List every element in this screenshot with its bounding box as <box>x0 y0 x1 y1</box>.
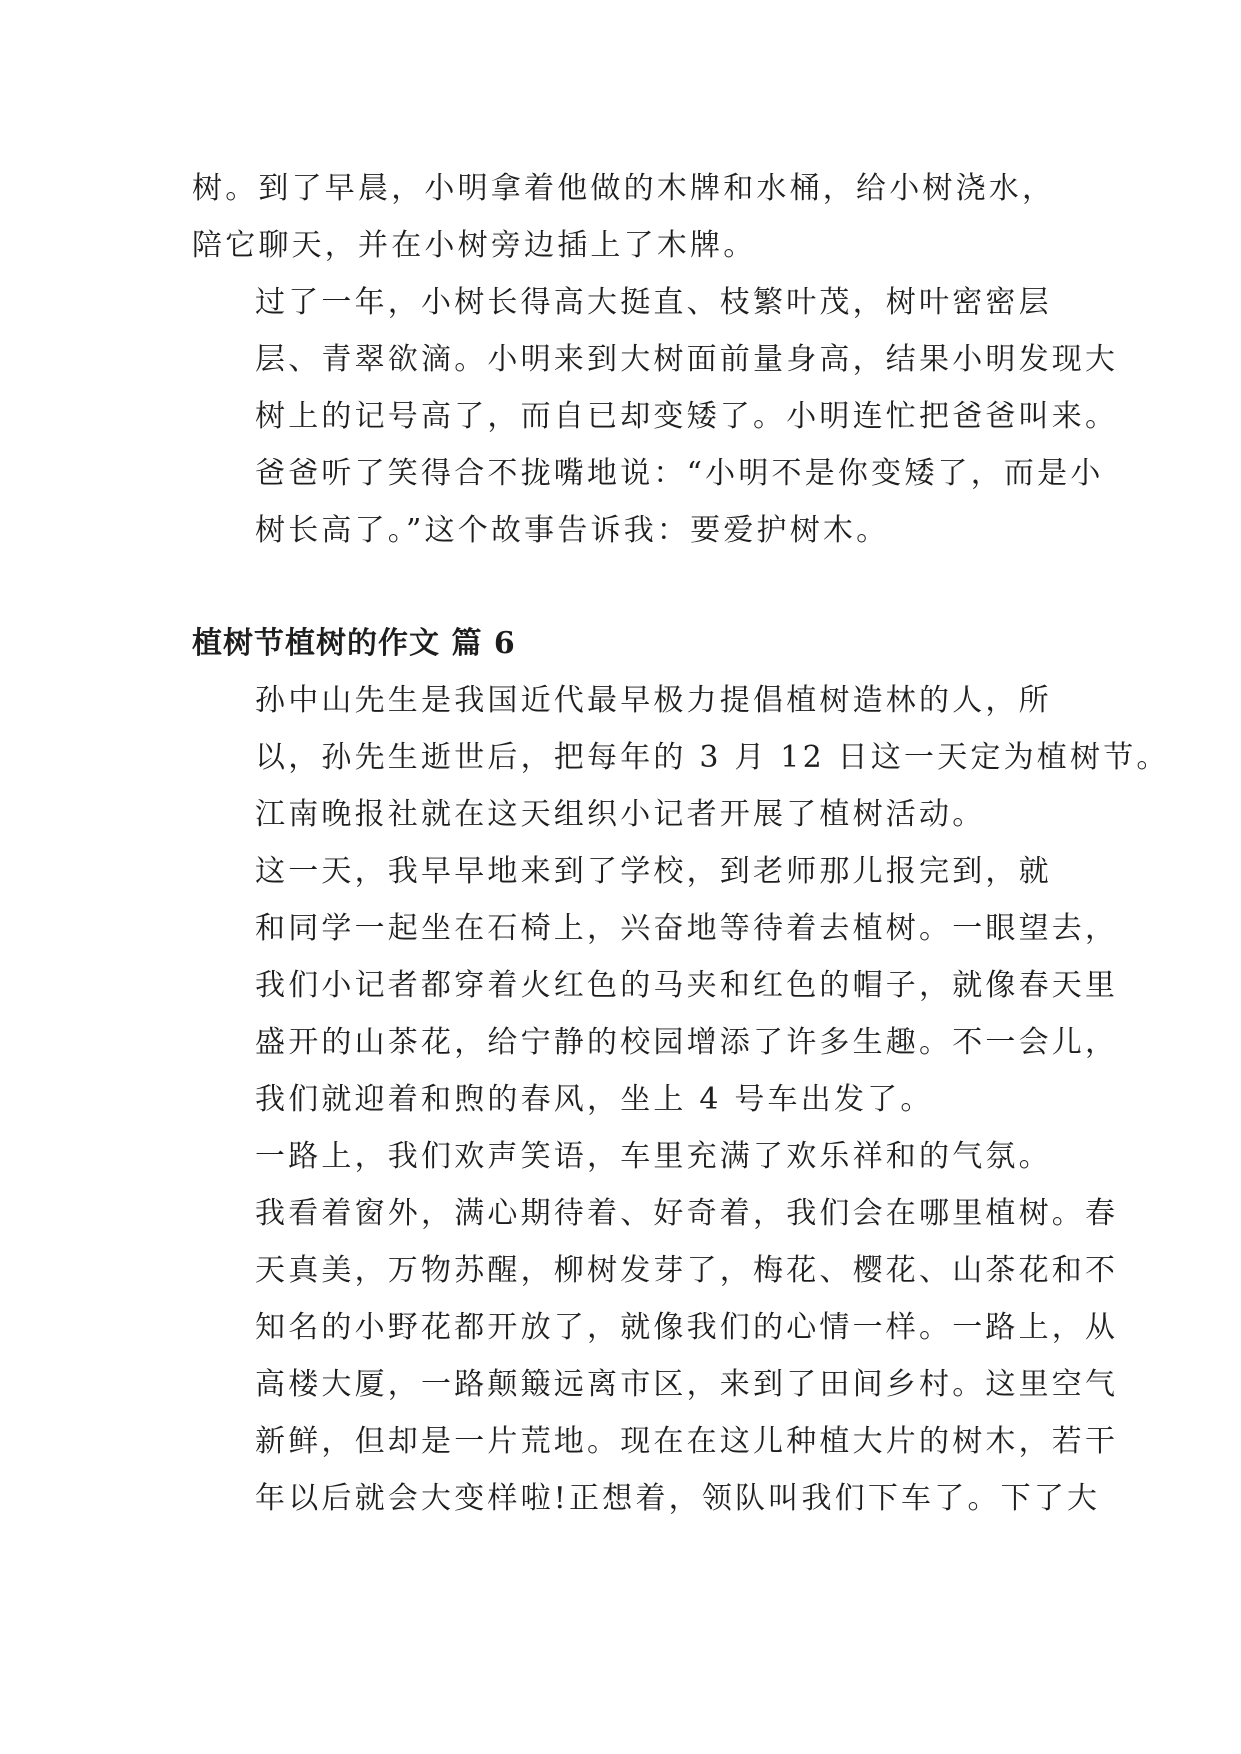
text-line: 我们就迎着和煦的春风，坐上 4 号车出发了。 <box>255 1082 934 1117</box>
text-line: 这一天，我早早地来到了学校，到老师那儿报完到，就 <box>255 854 1052 889</box>
section-heading: 植树节植树的作文 篇 6 <box>192 626 516 661</box>
paragraph <box>192 160 1056 274</box>
text-line: 我们小记者都穿着火红色的马夹和红色的帽子，就像春天里 <box>255 968 1119 1003</box>
text-line: 过了一年，小树长得高大挺直、枝繁叶茂，树叶密密层 <box>255 285 1052 320</box>
text-line: 树长高了。”这个故事告诉我：要爱护树木。 <box>255 513 890 548</box>
text-line: 知名的小野花都开放了，就像我们的心情一样。一路上，从 <box>255 1310 1119 1345</box>
text-line: 树。到了早晨，小明拿着他做的木牌和水桶，给小树浇水， <box>192 171 1056 206</box>
essay-section-6 <box>192 615 1170 1527</box>
text-line: 一路上，我们欢声笑语，车里充满了欢乐祥和的气氛。 <box>255 1139 1052 1174</box>
text-line: 天真美，万物苏醒，柳树发芽了，梅花、樱花、山茶花和不 <box>255 1253 1119 1288</box>
paragraph <box>192 672 1170 843</box>
text-line: 江南晚报社就在这天组织小记者开展了植树活动。 <box>255 797 986 832</box>
text-line: 新鲜，但却是一片荒地。现在在这儿种植大片的树木，若干 <box>255 1424 1119 1459</box>
text-line: 树上的记号高了，而自已却变矮了。小明连忙把爸爸叫来。 <box>255 399 1119 434</box>
story-continuation <box>192 160 1119 559</box>
text-line: 以，孙先生逝世后，把每年的 3 月 12 日这一天定为植树节。 <box>255 740 1170 775</box>
text-line: 我看着窗外，满心期待着、好奇着，我们会在哪里植树。春 <box>255 1196 1119 1231</box>
text-line: 层、青翠欲滴。小明来到大树面前量身高，结果小明发现大 <box>255 342 1119 377</box>
text-line: 孙中山先生是我国近代最早极力提倡植树造林的人，所 <box>255 683 1052 718</box>
text-line: 盛开的山茶花，给宁静的校园增添了许多生趣。不一会儿， <box>255 1025 1119 1060</box>
paragraph <box>192 274 1119 559</box>
text-line: 和同学一起坐在石椅上，兴奋地等待着去植树。一眼望去， <box>255 911 1119 946</box>
paragraph <box>192 1128 1119 1527</box>
paragraph <box>192 843 1119 1128</box>
text-line: 高楼大厦，一路颠簸远离市区，来到了田间乡村。这里空气 <box>255 1367 1119 1402</box>
text-line: 年以后就会大变样啦!正想着，领队叫我们下车了。下了大 <box>255 1481 1101 1516</box>
text-line: 陪它聊天，并在小树旁边插上了木牌。 <box>192 228 757 263</box>
text-line: 爸爸听了笑得合不拢嘴地说：“小明不是你变矮了，而是小 <box>255 456 1104 491</box>
